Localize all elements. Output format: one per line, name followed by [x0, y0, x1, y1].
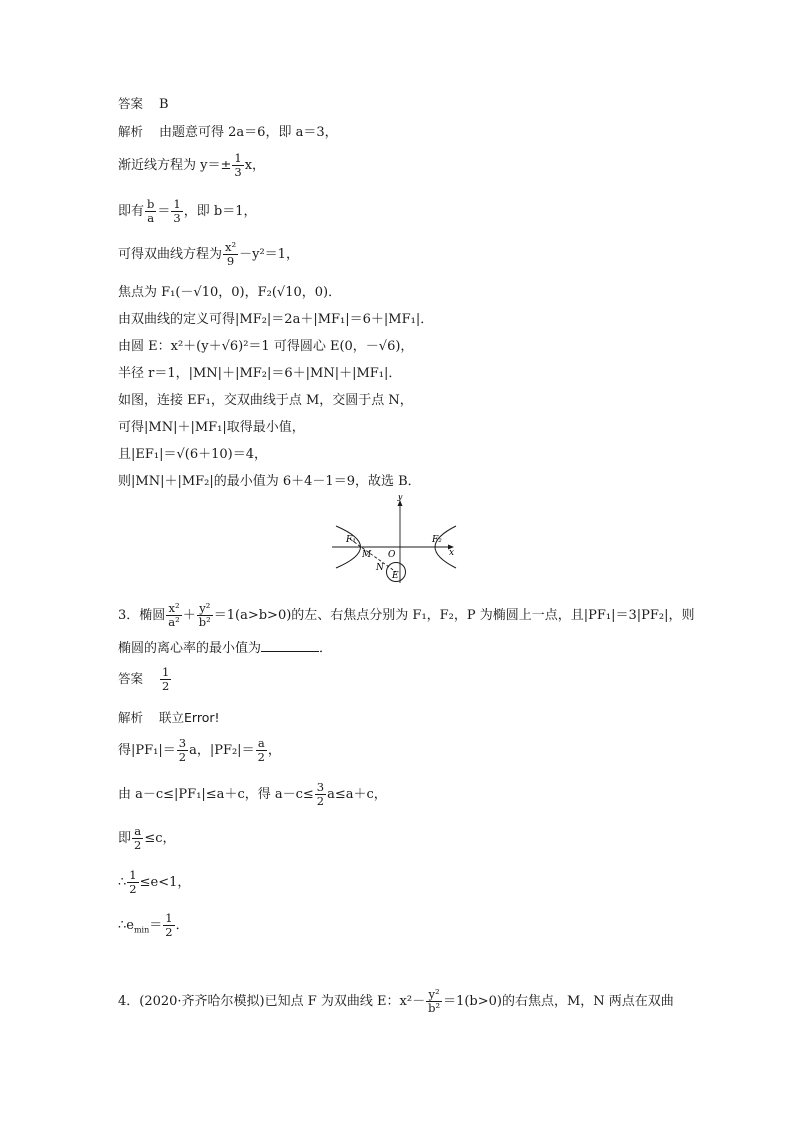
denominator: 2 [316, 794, 325, 808]
text: x， [244, 158, 266, 173]
denominator: 2 [257, 750, 265, 764]
analysis-text: 联立Error! [159, 710, 220, 725]
numerator: x² [225, 240, 237, 254]
text: ， [267, 743, 281, 758]
f2-label: F₂ [432, 535, 442, 545]
text: ＝1(a>b>0)的左、右焦点分别为 F₁，F₂，P 为椭圆上一点，且|PF₁|＝3|PF₂|，则 [213, 608, 695, 623]
denominator: 2 [134, 838, 142, 852]
problem-4-line-1 [118, 988, 674, 1015]
numerator: 3 [178, 736, 187, 750]
denominator: 3 [234, 165, 242, 179]
minimum-line: 可得|MN|＋|MF₁|取得最小值， [118, 420, 305, 435]
denominator: 2 [165, 925, 173, 939]
fraction [197, 602, 213, 629]
numerator: 1 [234, 151, 242, 165]
denominator: b² [428, 1001, 441, 1015]
text: ． [319, 641, 333, 656]
x-label: x [449, 548, 455, 558]
ratio-line [118, 198, 256, 225]
fraction [132, 825, 143, 852]
text: 可得双曲线方程为 [118, 247, 223, 262]
hyperbola-figure [330, 495, 458, 585]
fraction [177, 737, 188, 764]
subscript: min [133, 925, 150, 935]
text: ，即 b＝1， [183, 204, 257, 219]
e-range-line [118, 869, 190, 896]
text: 即 [118, 831, 132, 846]
denominator: 2 [129, 882, 137, 896]
numerator: x² [166, 602, 181, 616]
answer-blank [261, 639, 319, 652]
text: 椭圆的离心率的最小值为 [118, 641, 262, 656]
text: 得|PF₁|＝ [118, 743, 176, 758]
m-label: M [362, 550, 372, 560]
denominator: a [147, 211, 155, 225]
numerator: y² [426, 988, 442, 1002]
pf-values-line [118, 737, 281, 764]
y-label: y [397, 495, 403, 502]
text: 由 a－c≤|PF₁|≤a＋c，得 a－c≤ [118, 787, 314, 802]
text: 4．(2020·齐齐哈尔模拟)已知点 F 为双曲线 E：x²－ [118, 994, 426, 1009]
text: ． [175, 918, 189, 933]
answer-label: 答案 [118, 96, 144, 111]
foci-line: 焦点为 F₁(－√10，0)，F₂(√10，0)． [118, 285, 342, 300]
e-label: E [392, 571, 399, 581]
denominator: 9 [226, 254, 235, 268]
denominator: a² [168, 615, 180, 629]
a-half-line [118, 825, 176, 852]
text: 3．椭圆 [118, 608, 166, 623]
connect-line: 如图，连接 EF₁，交双曲线于点 M，交圆于点 N， [118, 393, 413, 408]
numerator: 1 [173, 197, 181, 211]
denominator: 3 [173, 211, 181, 225]
numerator: a [132, 825, 143, 839]
fraction [166, 602, 181, 629]
answer-label: 答案 [118, 671, 144, 686]
result-line: 则|MN|＋|MF₂|的最小值为 6＋4－1＝9，故选 B． [118, 474, 421, 489]
distance-line: 且|EF₁|＝√(6＋10)＝4， [118, 447, 267, 462]
problem-3-line-2 [118, 639, 332, 657]
denominator: 2 [178, 750, 187, 764]
text: ≤c， [144, 831, 176, 846]
problem-3-line-1 [118, 602, 695, 629]
analysis-line [118, 710, 220, 727]
denominator: 2 [162, 679, 170, 693]
answer-line [118, 96, 169, 113]
analysis-label: 解析 [118, 124, 144, 139]
text: ＝ [149, 918, 163, 933]
fraction [232, 152, 243, 179]
f1-label: F₁ [346, 535, 356, 545]
text: 渐近线方程为 y＝± [118, 158, 232, 173]
circle-line: 由圆 E：x²＋(y＋√6)²＝1 可得圆心 E(0，－√6)， [118, 339, 414, 354]
numerator: y² [197, 602, 213, 616]
numerator: b [147, 197, 155, 211]
answer-value: B [159, 97, 169, 112]
text: a≤a＋c， [327, 787, 387, 802]
fraction [426, 988, 442, 1015]
radius-line: 半径 r＝1，|MN|＋|MF₂|＝6＋|MN|＋|MF₁|． [118, 366, 402, 381]
denominator: b² [198, 615, 211, 629]
text: ∴e [118, 918, 134, 933]
numerator: 1 [162, 665, 170, 679]
hyperbola-equation-line [118, 241, 299, 268]
fraction [223, 241, 238, 268]
answer-fraction [160, 666, 171, 693]
answer-line [118, 666, 172, 693]
definition-line: 由双曲线的定义可得|MF₂|＝2a＋|MF₁|＝6＋|MF₁|． [118, 312, 434, 327]
inequality-line [118, 781, 387, 808]
origin-label: O [388, 550, 396, 560]
fraction [127, 869, 138, 896]
analysis-label: 解析 [118, 710, 144, 725]
numerator: a [256, 737, 267, 751]
text: －y²＝1， [239, 247, 299, 262]
text: a，|PF₂|＝ [189, 743, 255, 758]
text: ＝ [157, 204, 171, 219]
fraction [145, 198, 156, 225]
numerator: 1 [165, 911, 173, 925]
text: ≤e<1， [139, 875, 191, 890]
analysis-text: 由题意可得 2a＝6，即 a＝3， [159, 125, 338, 140]
n-label: N [376, 563, 384, 573]
text: ∴ [118, 875, 127, 890]
numerator: 1 [129, 868, 137, 882]
numerator: 3 [316, 780, 325, 794]
analysis-line [118, 124, 338, 141]
text: ＋ [182, 608, 196, 623]
fraction [256, 737, 267, 764]
text: ＝1(b>0)的右焦点，M，N 两点在双曲 [443, 994, 674, 1009]
fraction [163, 912, 174, 939]
fraction [315, 781, 326, 808]
e-min-line [118, 912, 189, 939]
fraction [171, 198, 182, 225]
asymptote-line [118, 152, 265, 179]
text: 即有 [118, 204, 145, 219]
